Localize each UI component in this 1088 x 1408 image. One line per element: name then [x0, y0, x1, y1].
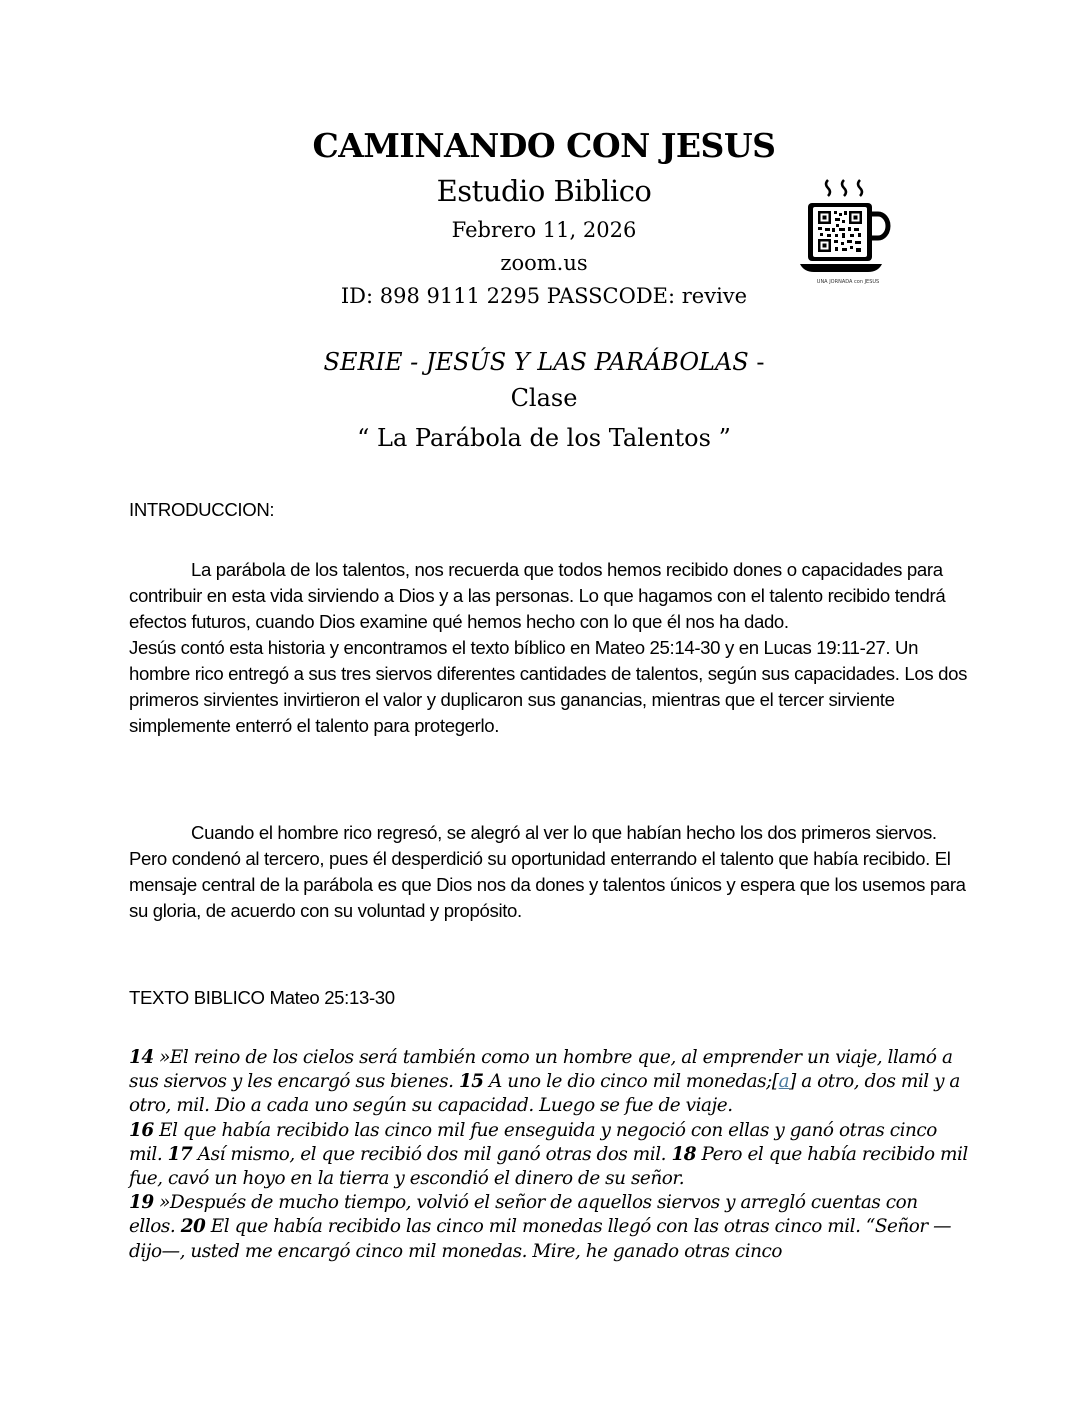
verse-number: 20: [180, 1216, 206, 1238]
verse-text: A uno le dio cinco mil monedas;[: [483, 1071, 779, 1093]
class-label: Clase: [510, 384, 578, 412]
verse-text: El que había recibido las cinco mil monedas llegó con las otras cinco mil. “Señor —dijo—, usted me encargó cinco mil monedas. Mire, he ganado otras cinco: [129, 1216, 952, 1262]
logo: [798, 176, 898, 291]
verse-text: Pero el que había recibido mil fue, cavó un hoyo en la tierra y escondió el dinero de su señor.: [129, 1143, 968, 1190]
study-date: Febrero 11, 2026: [451, 218, 637, 242]
intro-paragraph-2: Jesús contó esta historia y encontramos el texto bíblico en Mateo 25:14-30 y en Lucas 19:11-27. Un hombre rico entregó a sus tres siervos diferentes cantidades de talentos, según sus capacidades. Los dos primeros sirvientes invirtieron el valor y duplicaron sus ganancias, mientras que el tercer sirviente simplemente enterró el talento para protegerlo.: [129, 637, 968, 736]
coffee-mug-qr-icon: [798, 176, 898, 276]
verse-number: 14: [129, 1047, 154, 1068]
intro-heading: INTRODUCCION:: [129, 499, 275, 520]
series-name: SERIE - JESÚS Y LAS PARÁBOLAS: [323, 348, 757, 376]
class-title: “ La Parábola de los Talentos ”: [357, 424, 731, 452]
meeting-credentials: ID: 898 9111 2295 PASSCODE: revive: [340, 284, 748, 308]
verse-text: »Después de mucho tiempo, volvió el señor de aquellos siervos y arregló cuentas con ellos.: [129, 1192, 918, 1238]
footnote-link[interactable]: a: [778, 1071, 790, 1093]
intro-section: [129, 557, 969, 739]
verse-text: »El reino de los cielos será también como un hombre que, al emprender un viaje, llamó a sus siervos y les encargó sus bienes.: [129, 1047, 953, 1093]
verse-number: 19: [129, 1192, 154, 1214]
verse-number: 18: [671, 1143, 697, 1165]
verse-number: 16: [129, 1119, 154, 1141]
scripture-heading: TEXTO BIBLICO Mateo 25:13-30: [129, 987, 395, 1008]
document-subtitle: Estudio Biblico: [436, 174, 652, 208]
series-trailing-dash: -: [756, 348, 765, 376]
intro-section-2: [129, 820, 969, 924]
verse-text: ] a otro, dos mil y a otro, mil. Dio a cada uno según su capacidad. Luego se fue de viaje.: [129, 1071, 960, 1117]
logo-text: UNA JORNADA con JESUS: [816, 279, 880, 285]
meeting-site: zoom.us: [500, 251, 588, 275]
intro-paragraph-1: La parábola de los talentos, nos recuerda que todos hemos recibido dones o capacidades para contribuir en esta vida sirviendo a Dios y a las personas. Lo que hagamos con el talento recibido tendrá efectos futuros, cuando Dios examine qué hemos hecho con lo que él nos ha dado.: [129, 559, 946, 632]
verse-number: 15: [458, 1071, 484, 1093]
scripture-passage: [129, 1046, 969, 1264]
verse-text: El que había recibido las cinco mil fue enseguida y negoció con ellas y ganó otras cinco mil.: [129, 1119, 937, 1165]
document-title: CAMINANDO CON JESUS: [312, 126, 776, 165]
verse-text: Así mismo, el que recibió dos mil ganó otras dos mil.: [192, 1143, 672, 1165]
intro-paragraph-3: Cuando el hombre rico regresó, se alegró al ver lo que habían hecho los dos primeros siervos. Pero condenó al tercero, pues él desperdició su oportunidad enterrando el talento que había recibido. El mensaje central de la parábola es que Dios nos da dones y talentos únicos y espera que los usemos para su gloria, de acuerdo con su voluntad y propósito.: [129, 822, 966, 921]
verse-number: 17: [167, 1143, 193, 1165]
series-title: [0, 348, 1088, 376]
